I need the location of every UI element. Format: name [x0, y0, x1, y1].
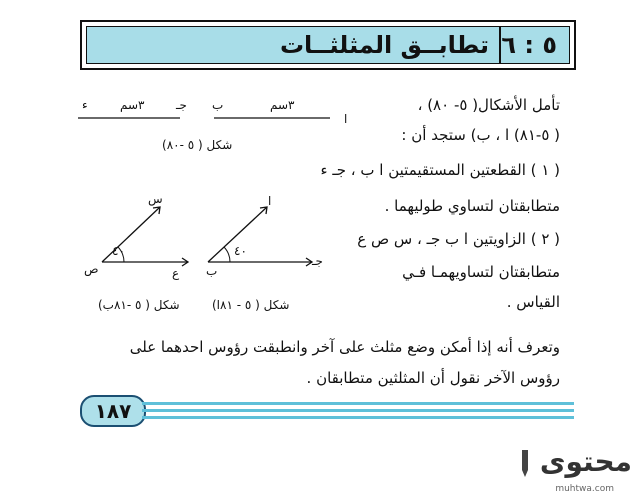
- page-title: تطابــق المثلثــات: [279, 31, 489, 59]
- segment-point-c: جـ: [176, 98, 187, 112]
- para-line-2: ( ٥-٨١) ا ، ب) ستجد أن :: [401, 126, 560, 144]
- pencil-icon: [520, 448, 530, 478]
- angle-left-label-bottom: ع: [172, 266, 180, 280]
- section-number: ٥ : ٦: [501, 31, 557, 59]
- figure-81a-caption: شكل ( ٥ - ٨١ا): [212, 298, 290, 312]
- angle-left-top-ray: [102, 207, 160, 262]
- para-line-7: القياس .: [506, 293, 560, 311]
- segment-point-d: ء: [82, 98, 88, 112]
- brand-logo: [516, 445, 632, 478]
- brand-logo-text: محتوى: [539, 445, 632, 478]
- segment-point-b: ب: [212, 98, 224, 112]
- angle-right-measure: ٤٠: [234, 244, 247, 258]
- angle-right-label-top: ا: [268, 194, 272, 208]
- angle-left-label-vertex: ص: [84, 262, 99, 276]
- figure-81b-caption: شكل ( ٥ -٨١ب): [98, 298, 180, 312]
- para-line-4: متطابقتان لتساوي طوليهما .: [384, 197, 560, 215]
- segment-length-ab: ٣سم: [270, 98, 295, 112]
- angle-right-arc: [224, 247, 230, 262]
- para-line-1: تأمل الأشكال( ٥- ٨٠) ،: [417, 96, 560, 114]
- page-number-badge: ١٨٧: [80, 395, 146, 427]
- conclusion-line-2: رؤوس الآخر نقول أن المثلثين متطابقان .: [306, 369, 560, 387]
- figure-80-caption: شكل ( ٥ -٨٠): [162, 138, 233, 152]
- para-line-6: متطابقتان لتساويهمـا فـي: [402, 263, 560, 281]
- footer-rule-bottom: [142, 416, 574, 419]
- para-line-5: ( ٢ ) الزاويتين ا ب جـ ، س ص ع: [357, 230, 560, 248]
- angle-left-label-top: س: [148, 192, 163, 206]
- footer-rule-middle: [142, 409, 574, 412]
- angle-left-measure: ٤٠: [112, 244, 125, 258]
- segment-length-cd: ٣سم: [120, 98, 145, 112]
- conclusion-line-1: وتعرف أنه إذا أمكن وضع مثلث على آخر وانطبقت رؤوس احدهما على: [129, 338, 560, 356]
- para-line-3: ( ١ ) القطعتين المستقيمتين ا ب ، جـ ء: [320, 161, 560, 179]
- angle-right-label-vertex: ب: [206, 264, 218, 278]
- footer-rule-top: [142, 402, 574, 405]
- segment-point-a: ا: [344, 112, 348, 126]
- brand-site: muhtwa.com: [555, 484, 614, 494]
- angle-right-label-bottom: جـ: [312, 254, 323, 268]
